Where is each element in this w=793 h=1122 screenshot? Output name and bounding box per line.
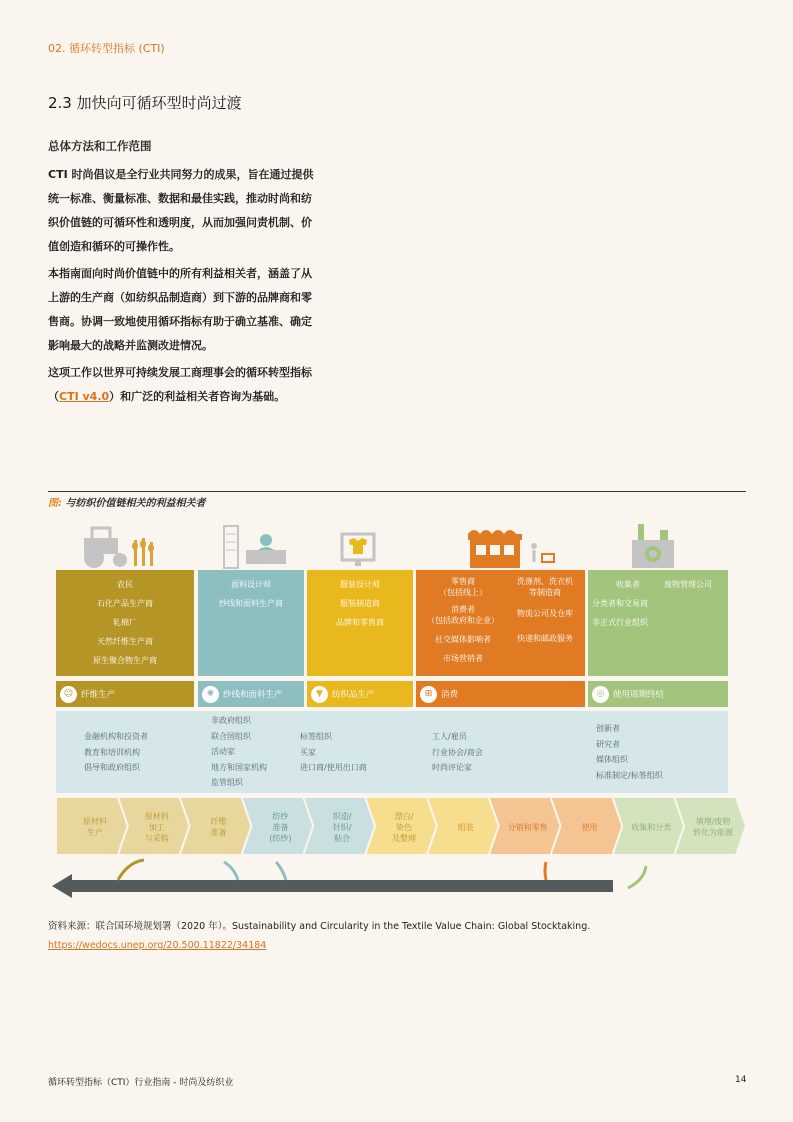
paragraph-3-text-a: 这项工作以世界可持续发展工商理事会的循环转型指标（ xyxy=(48,366,312,403)
stakeholder: 天然纤维生产商 xyxy=(97,637,153,646)
chain-step-label: 收集和分类 xyxy=(631,822,672,832)
source-note: 资料来源：联合国环境规划署（2020 年）。Sustainability and Circularity in the Textile Value Chain: Global Stocktaking. xyxy=(48,921,591,932)
stakeholder: 研究者 xyxy=(596,739,620,749)
band-group-2 xyxy=(211,713,267,791)
stakeholders-retail xyxy=(416,570,585,676)
stakeholder: 活动家 xyxy=(211,747,235,756)
stakeholder: 倡导和政府组织 xyxy=(84,763,140,772)
stakeholder: 物流公司及仓库 xyxy=(517,609,573,618)
stakeholder: 监管组织 xyxy=(211,778,243,787)
stakeholder: 原生聚合物生产商 xyxy=(93,656,157,665)
cross-cutting-stakeholders xyxy=(56,711,728,793)
chain-step-label: 填埋/废物 转化为能源 xyxy=(693,817,734,837)
section-title: 2.3 加快向可循环型时尚过渡 xyxy=(48,94,242,112)
stakeholder: 快递和邮政服务 xyxy=(517,634,573,643)
figure-label: 图: xyxy=(48,498,62,509)
shop-icon xyxy=(468,530,554,568)
stakeholder: 教育和培训机构 xyxy=(84,747,140,757)
band-group-3 xyxy=(300,729,367,776)
stakeholders-garment xyxy=(307,570,413,676)
flow-arrow-5 xyxy=(628,866,646,888)
stakeholder: 社交媒体影响者 xyxy=(435,635,491,644)
page-number: 14 xyxy=(735,1075,747,1085)
circular-flow-arrow xyxy=(48,858,668,898)
loom-icon xyxy=(224,526,286,568)
chain-step-label: 织造/ 针织/ 粘合 xyxy=(332,811,352,843)
stage-textile-goods xyxy=(307,681,413,707)
figure-rule xyxy=(48,491,746,492)
chain-step-label: 原材料 生产 xyxy=(82,817,107,837)
stakeholder: 工人/雇员 xyxy=(432,732,467,741)
stakeholder: （包括政府和企业） xyxy=(427,616,499,625)
footer-title: 循环转型指标（CTI）行业指南 - 时尚及纺织业 xyxy=(48,1078,234,1088)
shirt-icon: ▼ xyxy=(311,686,328,703)
tshirt-icon xyxy=(342,534,374,566)
stakeholder: 轧棉厂 xyxy=(113,618,137,627)
stakeholder: 联合国组织 xyxy=(211,731,251,741)
band-group-1 xyxy=(84,729,148,776)
stakeholder: 非正式行业组织 xyxy=(592,618,648,627)
stage-end-of-life xyxy=(588,681,728,707)
flow-arrow-1 xyxy=(118,860,144,880)
paragraph-3-text-b: ）和广泛的利益相关者咨询为基础。 xyxy=(109,390,286,403)
cart-icon: ⊞ xyxy=(420,686,437,703)
stakeholders-textile xyxy=(198,570,304,676)
yarn-icon: ✺ xyxy=(202,686,219,703)
paragraph-3 xyxy=(48,361,320,409)
stakeholders-farm xyxy=(56,570,194,676)
chain-step-label: 使用 xyxy=(581,822,598,832)
stakeholder: 消费者 xyxy=(451,605,475,614)
stakeholder: 标签组织 xyxy=(300,732,332,741)
stakeholder: 分类者和交易商 xyxy=(592,599,648,608)
stakeholder: 农民 xyxy=(117,580,133,589)
figure-caption xyxy=(48,494,205,509)
stage-label: 消费 xyxy=(441,690,459,700)
retail-right-group xyxy=(508,576,582,644)
cti-link[interactable]: CTI v4.0 xyxy=(59,390,110,403)
stage-label: 纺织品生产 xyxy=(332,690,375,700)
stage-illustrations xyxy=(56,520,736,570)
stakeholder: 服装制造商 xyxy=(340,599,380,608)
stakeholder: 地方和国家机构 xyxy=(211,762,267,772)
stakeholder: 进口商/使用出口商 xyxy=(300,763,367,772)
chain-step-label: 漂白/ 染色 及整理 xyxy=(391,811,416,843)
stakeholder: 时尚评论家 xyxy=(432,763,472,772)
chain-step-label: 分销和零售 xyxy=(507,822,548,832)
band-group-4 xyxy=(432,729,483,776)
stage-yarn-fabric xyxy=(198,681,304,707)
stakeholder: 市场营销者 xyxy=(443,654,483,663)
source-link[interactable]: https://wedocs.unep.org/20.500.11822/34184 xyxy=(48,940,267,951)
stakeholder: 媒体组织 xyxy=(596,755,628,764)
stakeholder: 非政府组织 xyxy=(211,716,251,725)
stakeholder: 买家 xyxy=(300,747,316,757)
stakeholder: 金融机构和投资者 xyxy=(84,732,148,741)
retail-left-group xyxy=(420,576,506,664)
smile-icon: ☺ xyxy=(60,686,77,703)
figure-caption-text: 与纺织价值链相关的利益相关者 xyxy=(65,498,206,509)
stakeholder: 面料设计师 xyxy=(231,580,271,589)
stakeholder: 标准制定/标签组织 xyxy=(596,770,663,780)
stakeholder: 品牌和零售商 xyxy=(336,618,384,627)
stage-label: 使用周期终结 xyxy=(613,690,665,700)
chain-step-label: 原材料 加工 与采购 xyxy=(144,811,169,843)
chain-step-label: 纺纱 准备 (纺纱) xyxy=(269,811,292,843)
stakeholder: 收集者 xyxy=(616,580,640,589)
section-label: 02. 循环转型指标 (CTI) xyxy=(48,42,165,55)
stakeholder: 零售商 xyxy=(451,577,475,586)
flow-arrow-3 xyxy=(276,862,286,880)
sub-heading: 总体方法和工作范围 xyxy=(48,139,152,153)
arrow-left-icon xyxy=(52,874,613,898)
flow-arrow-4 xyxy=(545,862,546,880)
stage-consumption xyxy=(416,681,585,707)
stage-fiber-production xyxy=(56,681,194,707)
stakeholder: （包括线上） xyxy=(439,588,487,597)
end-right-group xyxy=(664,575,726,594)
paragraph-1: CTI 时尚倡议是全行业共同努力的成果，旨在通过提供统一标准、衡量标准、数据和最佳实践，推动时尚和纺织价值链的可循环性和透明度，从而加强问责机制、价值创造和循环的可操作性。 xyxy=(48,168,314,253)
stakeholder: 废物管理公司 xyxy=(664,580,712,589)
chain-step-label: 组装 xyxy=(457,822,474,832)
stakeholder: 服装设计师 xyxy=(340,580,380,589)
recycle-icon: ◎ xyxy=(592,686,609,703)
band-group-5 xyxy=(596,721,663,783)
chain-step-label: 纤维 准备 xyxy=(210,817,227,837)
paragraph-2: 本指南面向时尚价值链中的所有利益相关者，涵盖了从上游的生产商（如纺织品制造商）到下游的品牌商和零售商。协调一致地使用循环指标有助于确立基准、确定影响最大的战略并监测改进情况。 xyxy=(48,267,312,352)
end-left-group xyxy=(592,575,664,632)
stakeholders-end-of-life xyxy=(588,570,728,676)
stakeholder: 洗涤剂、洗衣机 xyxy=(517,577,573,586)
tractor-icon xyxy=(84,528,154,568)
stage-label: 纤维生产 xyxy=(81,690,116,700)
stakeholder: 行业协会/商会 xyxy=(432,747,483,757)
stakeholder: 等制造商 xyxy=(529,588,561,597)
stage-label: 纱线和面料生产 xyxy=(223,690,283,700)
stakeholder: 纱线和面料生产商 xyxy=(219,599,283,608)
flow-arrow-2 xyxy=(224,862,238,880)
stakeholder: 创新者 xyxy=(596,724,620,733)
recycling-plant-icon xyxy=(632,524,674,568)
stakeholder: 石化产品生产商 xyxy=(97,599,153,608)
